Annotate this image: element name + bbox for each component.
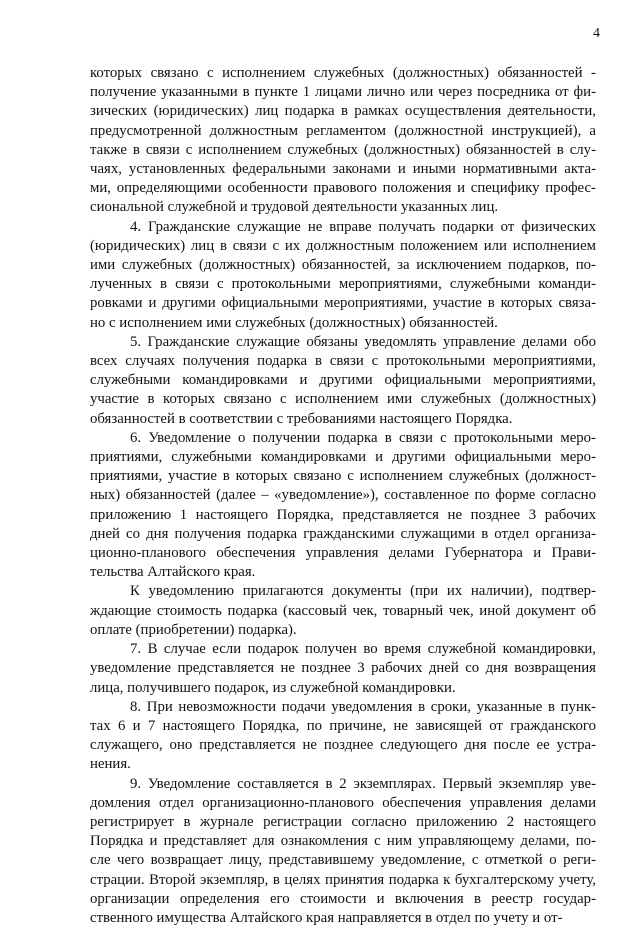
page-number: 4 xyxy=(593,26,600,41)
text-line: которых связано с исполнением служебных (должностных) обязанностей - xyxy=(90,65,596,81)
text-line: 6. Уведомление о получении подарка в связи с протокольными меро- xyxy=(130,429,596,446)
text-line: ровками и другими официальными мероприятиями, участие в которых связа- xyxy=(90,295,596,312)
paragraph-p1 xyxy=(90,64,596,218)
text-line: К уведомлению прилагаются документы (при их наличии), подтвер- xyxy=(130,583,596,600)
text-line: служебными командировками и другими официальными мероприятиями, xyxy=(90,372,596,389)
text-line: чаях, установленных федеральными законами и иными нормативными акта- xyxy=(90,161,596,178)
text-line: тельства Алтайского края. xyxy=(90,564,256,581)
paragraph-p5 xyxy=(90,333,596,429)
text-line: приятиями, служебными командировками и другими официальными меро- xyxy=(90,449,596,466)
text-line: оплате (приобретении) подарка). xyxy=(90,621,297,638)
text-line: получение указанными в пункте 1 лицами лично или через посредника от фи- xyxy=(90,84,596,101)
text-line: приложению 1 настоящего Порядка, представляется не позднее 3 рабочих xyxy=(90,506,596,523)
text-line: регистрирует в журнале регистрации согласно приложению 2 настоящего xyxy=(90,813,596,830)
text-line: также в связи с исполнением служебных (должностных) обязанностей в слу- xyxy=(90,141,596,158)
text-line: участие в которых связано с исполнением ими служебных (должностных) xyxy=(90,391,596,408)
text-line: лица, получившего подарок, из служебной командировки. xyxy=(90,679,456,696)
paragraph-p9 xyxy=(90,775,596,928)
text-line: домления отдел организационно-планового обеспечения управления делами xyxy=(90,794,596,811)
text-line: ственного имущества Алтайского края направляется в отдел по учету и от- xyxy=(90,909,563,926)
text-line: ционно-планового обеспечения управления делами Губернатора и Прави- xyxy=(90,545,596,562)
text-line: страции. Второй экземпляр, в целях принятия подарка к бухгалтерскому учету, xyxy=(90,871,596,888)
text-line: 7. В случае если подарок получен во время служебной командировки, xyxy=(130,641,596,658)
text-line: 4. Гражданские служащие не вправе получать подарки от физических xyxy=(130,218,596,235)
text-line: служащего, оно представляется не позднее следующего дня после ее устра- xyxy=(90,737,596,754)
text-line: тах 6 и 7 настоящего Порядка, по причине, не зависящей от гражданского xyxy=(90,717,596,734)
paragraph-p6 xyxy=(90,429,596,583)
paragraph-p8 xyxy=(90,698,596,775)
text-line: лученных в связи с протокольными мероприятиями, служебными команди- xyxy=(90,276,596,293)
text-line: уведомление представляется не позднее 3 рабочих дней со дня возвращения xyxy=(90,660,596,677)
text-line: приятиями, участие в которых связано с исполнением служебных (должност- xyxy=(90,468,596,485)
paragraph-p7 xyxy=(90,640,596,698)
text-line: зических (юридических) лиц подарка в рамках осуществления деятельности, xyxy=(90,103,596,120)
text-line: ждающие стоимость подарка (кассовый чек, товарный чек, иной документ об xyxy=(90,602,596,619)
text-line: нения. xyxy=(90,756,131,773)
text-line: сле чего возвращает лицу, представившему уведомление, с отметкой о реги- xyxy=(90,852,596,869)
text-line: обязанностей в соответствии с требованиями настоящего Порядка. xyxy=(90,410,513,427)
text-line: 5. Гражданские служащие обязаны уведомлять управление делами обо xyxy=(130,333,596,350)
text-line: 8. При невозможности подачи уведомления в сроки, указанные в пунк- xyxy=(130,698,596,715)
text-line: ими служебных (должностных) обязанностей, за исключением подарков, по- xyxy=(90,257,596,274)
document-body xyxy=(90,64,596,928)
text-line: предусмотренной должностным регламентом (должностной инструкцией), а xyxy=(90,122,596,139)
text-line: ных) обязанностей (далее – «уведомление»), составленное по форме согласно xyxy=(90,487,596,504)
text-line: но с исполнением ими служебных (должностных) обязанностей. xyxy=(90,314,498,331)
text-line: ми, определяющими особенности правового положения и специфику профес- xyxy=(90,180,596,197)
paragraph-p4 xyxy=(90,218,596,333)
paragraph-p6b xyxy=(90,582,596,640)
text-line: дней со дня получения подарка гражданскими служащими в отдел организа- xyxy=(90,525,596,542)
text-line: (юридических) лиц в связи с их должностным положением или исполнением xyxy=(90,237,596,254)
text-line: 9. Уведомление составляется в 2 экземплярах. Первый экземпляр уве- xyxy=(130,775,596,792)
text-line: всех случаях получения подарка в связи с протокольными мероприятиями, xyxy=(90,353,596,370)
text-line: организации определения его стоимости и включения в реестр государ- xyxy=(90,890,596,907)
text-line: Порядка и представляет для ознакомления с ним управляющему делами, по- xyxy=(90,833,596,850)
text-line: сиональной служебной и трудовой деятельности указанных лиц. xyxy=(90,199,499,216)
